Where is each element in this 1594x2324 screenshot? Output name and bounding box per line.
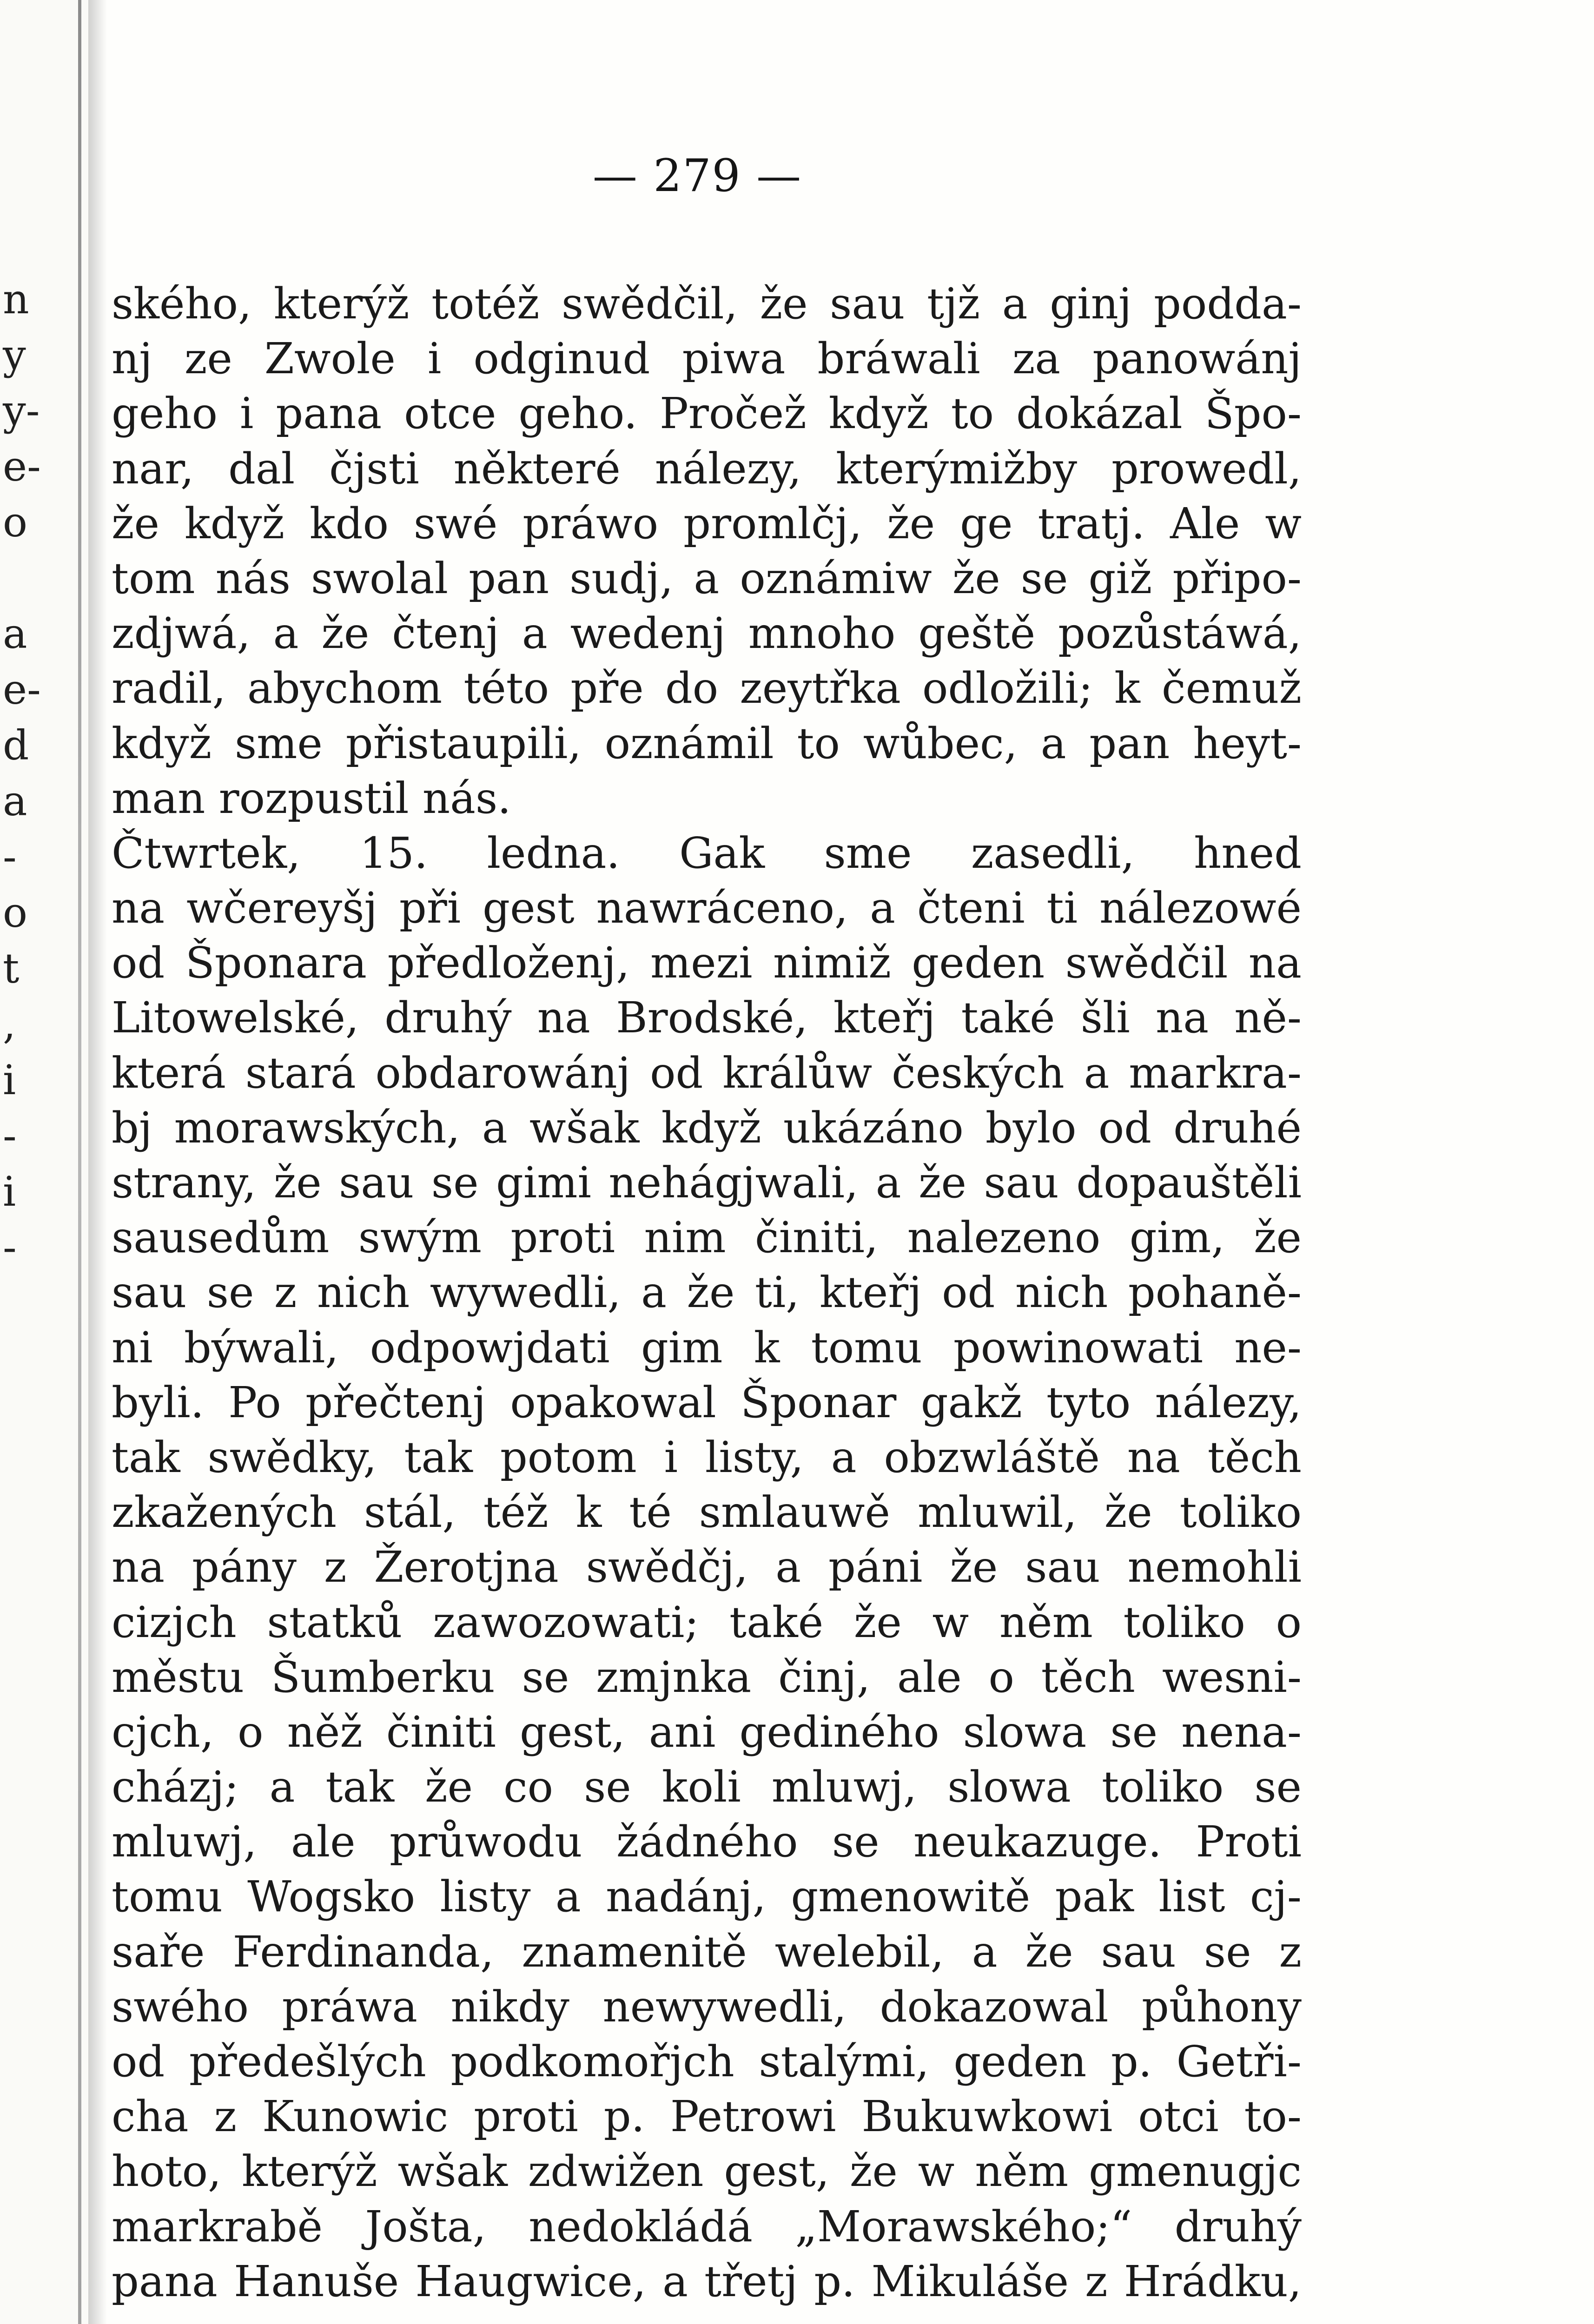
text-line: nar, dal čjsti některé nálezy, kterýmižby prowedl, (112, 443, 1302, 494)
text-line: byli. Po přečtenj opakowal Šponar gakž tyto nálezy, (112, 1377, 1302, 1427)
text-line: radil, abychom této pře do zeytřka odložili; k čemuž (112, 663, 1302, 713)
previous-page-fragment: , (3, 1000, 16, 1048)
text-line: bj morawských, a wšak když ukázáno bylo od druhé (112, 1103, 1302, 1153)
text-line: která stará obdarowánj od králůw českých a markra- (112, 1048, 1302, 1098)
text-line: nj ze Zwole i odginud piwa bráwali za panowánj (112, 334, 1302, 384)
text-line: strany, že sau se gimi nehágjwali, a že sau dopauštěli (112, 1158, 1302, 1208)
body-text (112, 277, 1302, 2309)
text-line: cizjch statků zawozowati; také že w něm toliko o (112, 1597, 1302, 1647)
text-line: sausedům swým proti nim činiti, nalezeno gim, že (112, 1213, 1302, 1263)
previous-page-fragment: - (3, 833, 17, 881)
previous-page-edge (0, 0, 93, 2324)
previous-page-fragment: a (3, 777, 27, 825)
text-line: tak swědky, tak potom i listy, a obzwláště na těch (112, 1432, 1302, 1482)
text-line: od Šponara předloženj, mezi nimiž geden swědčil na (112, 938, 1302, 988)
text-line: swého práwa nikdy newywedli, dokazowal půhony (112, 1981, 1302, 2032)
previous-page-fragment: a (3, 610, 27, 658)
previous-page-fragment: o (3, 889, 27, 937)
text-line: saře Ferdinanda, znamenitě welebil, a že sau se z (112, 1927, 1302, 1977)
section-heading-line: Čtwrtek, 15. ledna. Gak sme zasedli, hned (112, 828, 1302, 878)
page-gutter-line (78, 0, 81, 2324)
text-line: sau se z nich wywedli, a že ti, kteřj od nich pohaně- (112, 1268, 1302, 1318)
previous-page-fragment: i (3, 1056, 16, 1104)
previous-page-fragment: t (3, 944, 20, 992)
text-line: geho i pana otce geho. Pročež když to dokázal Špo- (112, 389, 1302, 439)
text-line: od předešlých podkomořjch stalými, geden p. Getři- (112, 2037, 1302, 2086)
text-line: na pány z Žerotjna swědčj, a páni že sau nemohli (112, 1542, 1302, 1592)
text-line: cjch, o něž činiti gest, ani gedinéhо slowa se nena- (112, 1707, 1302, 1757)
previous-page-fragment: d (3, 721, 29, 769)
text-line: městu Šumberku se zmjnka činj, ale o těch wesni- (112, 1652, 1302, 1702)
previous-page-fragment: i (3, 1168, 16, 1215)
previous-page-fragment: y (3, 331, 26, 379)
text-line: zkažených stál, též k té smlauwě mluwil, že toliko (112, 1487, 1302, 1538)
binding-shadow (88, 0, 107, 2324)
previous-page-fragment: e- (3, 442, 41, 490)
text-line: tom nás swolal pan sudj, a oznámiw že se giž připo- (112, 553, 1302, 603)
text-line: mluwj, ale průwodu žádného se neukazuge. Proti (112, 1817, 1302, 1867)
text-line: ni býwali, odpowjdati gim k tomu powinowati ne- (112, 1322, 1302, 1373)
previous-page-fragment: o (3, 498, 27, 546)
text-line: Litowelské, druhý na Brodské, kteřj také šli na ně- (112, 993, 1302, 1043)
text-line: když sme přistaupili, oznámil to wůbec, a pan heyt- (112, 718, 1302, 768)
text-line: markrabě Jošta, nedokládá „Morawského;“ druhý (112, 2201, 1302, 2251)
text-line: cha z Kunowic proti p. Petrowi Bukuwkowi otci to- (112, 2092, 1302, 2142)
page-number: — 279 — (592, 150, 802, 202)
text-line: pana Hanuše Haugwice, a třetj p. Mikuláše z Hrádku, (112, 2256, 1302, 2306)
previous-page-fragment: y- (3, 387, 40, 435)
previous-page-fragment: - (3, 1223, 17, 1271)
text-line: hoto, kterýž wšak zdwižen gest, že w něm gmenugjc (112, 2146, 1302, 2197)
previous-page-fragment: n (3, 275, 29, 323)
text-line: tomu Wogsko listy a nadánj, gmenowitě pak list cj- (112, 1872, 1302, 1922)
text-line: cházj; a tak že co se koli mluwj, slowa toliko se (112, 1762, 1302, 1812)
previous-page-fragment: - (3, 1112, 17, 1160)
text-line: že když kdo swé práwo promlčj, že ge tratj. Ale w (112, 498, 1302, 548)
text-line: zdjwá, a že čtenj a wedenj mnoho geště pozůstáwá, (112, 608, 1302, 659)
text-line: na wčereyšj při gest nawráceno, a čteni ti nálezowé (112, 883, 1302, 933)
text-line: man rozpustil nás. (112, 773, 511, 823)
text-line: ského, kterýž totéž swědčil, že sau tjž a ginj podda- (112, 279, 1302, 329)
previous-page-fragment: e- (3, 666, 41, 713)
